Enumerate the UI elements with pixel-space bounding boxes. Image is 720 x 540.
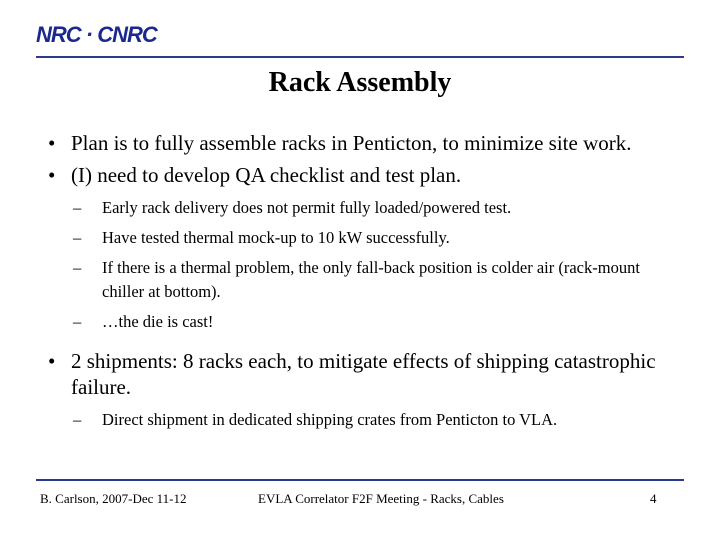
slide-title: Rack Assembly xyxy=(268,67,452,98)
sub-bullet-list xyxy=(48,408,684,432)
dash-marker: – xyxy=(73,410,82,429)
footer-event: EVLA Correlator F2F Meeting - Racks, Cables xyxy=(258,491,504,506)
sub-bullet-list xyxy=(48,196,684,334)
bullet-marker: • xyxy=(48,163,56,187)
bullet-item xyxy=(48,162,684,188)
sub-bullet-item xyxy=(48,196,684,220)
footer-author: B. Carlson, 2007-Dec 11-12 xyxy=(40,491,187,506)
sub-bullet-text: If there is a thermal problem, the only fall-back position is colder air (rack-mount chiller at bottom). xyxy=(102,258,640,301)
sub-bullet-text: Direct shipment in dedicated shipping crates from Penticton to VLA. xyxy=(102,410,558,429)
logo-text: NRC · CNRC xyxy=(36,22,157,47)
bullet-text: Plan is to fully assemble racks in Penticton, to minimize site work. xyxy=(71,131,632,155)
footer-page-number: 4 xyxy=(650,491,657,506)
dash-marker: – xyxy=(73,198,82,217)
bullet-text: (I) need to develop QA checklist and test plan. xyxy=(71,163,462,187)
sub-bullet-item xyxy=(48,310,684,334)
sub-bullet-text: …the die is cast! xyxy=(102,312,214,331)
bullet-marker: • xyxy=(48,349,56,373)
footer-divider xyxy=(36,479,684,481)
bullet-marker: • xyxy=(48,131,56,155)
bullet-item xyxy=(48,130,684,156)
dash-marker: – xyxy=(73,312,82,331)
sub-bullet-text: Have tested thermal mock-up to 10 kW successfully. xyxy=(102,228,450,247)
nrc-cnrc-logo xyxy=(36,22,176,48)
dash-marker: – xyxy=(73,228,82,247)
sub-bullet-item xyxy=(48,256,684,304)
sub-bullet-item xyxy=(48,408,684,432)
dash-marker: – xyxy=(73,258,82,277)
slide-body xyxy=(48,130,684,446)
sub-bullet-text: Early rack delivery does not permit fully loaded/powered test. xyxy=(102,198,512,217)
header-divider xyxy=(36,56,684,58)
sub-bullet-item xyxy=(48,226,684,250)
bullet-item xyxy=(48,348,684,400)
bullet-text: 2 shipments: 8 racks each, to mitigate effects of shipping catastrophic failure. xyxy=(71,349,656,399)
